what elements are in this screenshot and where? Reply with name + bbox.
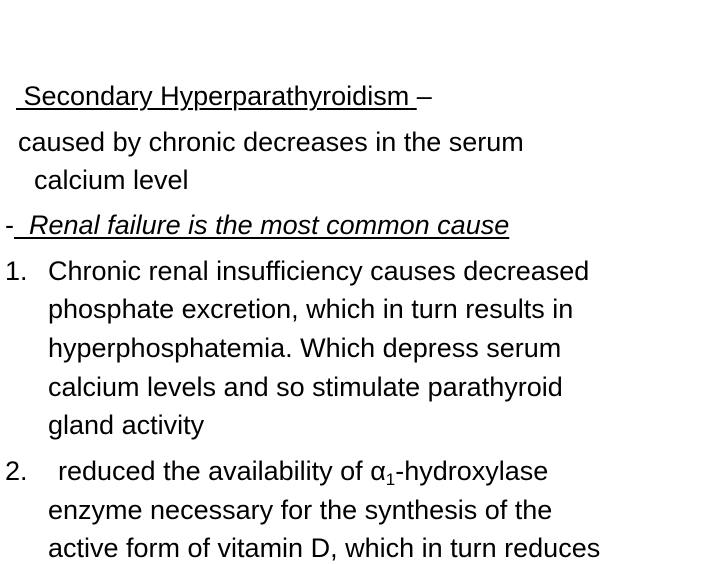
- alpha-subscript: 1: [385, 470, 396, 489]
- intro-line-2: calcium level: [34, 165, 189, 195]
- item-2-line-1-rest: -hydroxylase: [395, 456, 549, 486]
- item-1-line-2: phosphate excretion, which in turn results in: [48, 294, 574, 324]
- item-2-line-2: enzyme necessary for the synthesis of the: [48, 495, 553, 525]
- intro-line-1: caused by chronic decreases in the serum: [18, 127, 524, 157]
- note-text: Renal failure is the most common cause: [29, 210, 510, 240]
- item-1-number: 1.: [5, 256, 28, 286]
- note-line: [5, 209, 509, 241]
- item-2-number: 2.: [5, 456, 28, 486]
- item-1-line-5: gland activity: [48, 410, 205, 440]
- heading-line: [16, 80, 432, 112]
- item-1-line-1: Chronic renal insufficiency causes decreased: [48, 256, 590, 286]
- item-1-line-4: calcium levels and so stimulate parathyroid: [48, 372, 563, 402]
- item-1-line-3: hyperphosphatemia. Which depress serum: [48, 333, 562, 363]
- heading-title: Secondary Hyperparathyroidism: [23, 81, 410, 111]
- note-prefix: -: [5, 210, 14, 240]
- item-2-line-1-text: reduced the availability of α: [58, 456, 386, 486]
- item-2-line-1: [58, 455, 548, 487]
- heading-dash: –: [416, 81, 432, 111]
- item-2-line-3: active form of vitamin D, which in turn reduces: [48, 533, 601, 563]
